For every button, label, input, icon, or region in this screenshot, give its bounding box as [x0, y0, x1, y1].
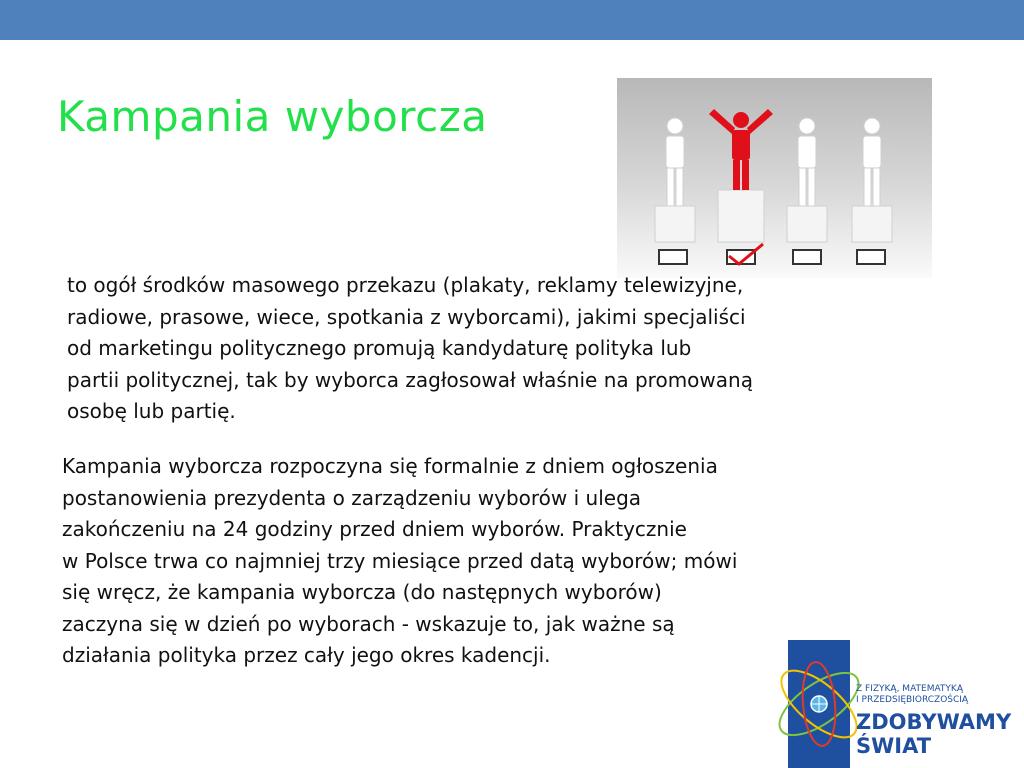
- logo-line-1: Z FIZYKĄ, MATEMATYKĄ: [856, 684, 963, 694]
- campaign-duration-paragraph: Kampania wyborcza rozpoczyna się formalnie z dniem ogłoszenia postanowienia prezydenta o zarządzeniu wyborów i ulega zakończeniu na 24 godziny przed dniem wyborów. Praktycznie w Polsce trwa co najmniej trzy miesiące przed datą wyborów; mówi się wręcz, że kampania wyborcza (do następnych wyborów) zaczyna się w dzień po wyborach - wskazuje to, jak ważne są działania polityka przez cały jego okres kadencji.: [62, 454, 738, 667]
- project-logo: [768, 632, 1024, 768]
- header-bar: [0, 0, 1024, 40]
- logo-line-2: I PRZEDSIĘBIORCZOŚCIĄ: [856, 695, 969, 705]
- definition-paragraph: to ogół środków masowego przekazu (plakaty, reklamy telewizyjne, radiowe, prasowe, wiece, spotkania z wyborcami), jakimi specjaliści od marketingu politycznego promują kandydaturę polityka lub partii politycznej, tak by wyborca zagłosował właśnie na promowaną osobę lub partię.: [67, 273, 753, 423]
- logo-line-4: ŚWIAT: [856, 734, 932, 758]
- candidate-illustration: [617, 78, 932, 278]
- slide-title: Kampania wyborcza: [57, 92, 488, 141]
- logo-line-3: ZDOBYWAMY: [856, 710, 1012, 734]
